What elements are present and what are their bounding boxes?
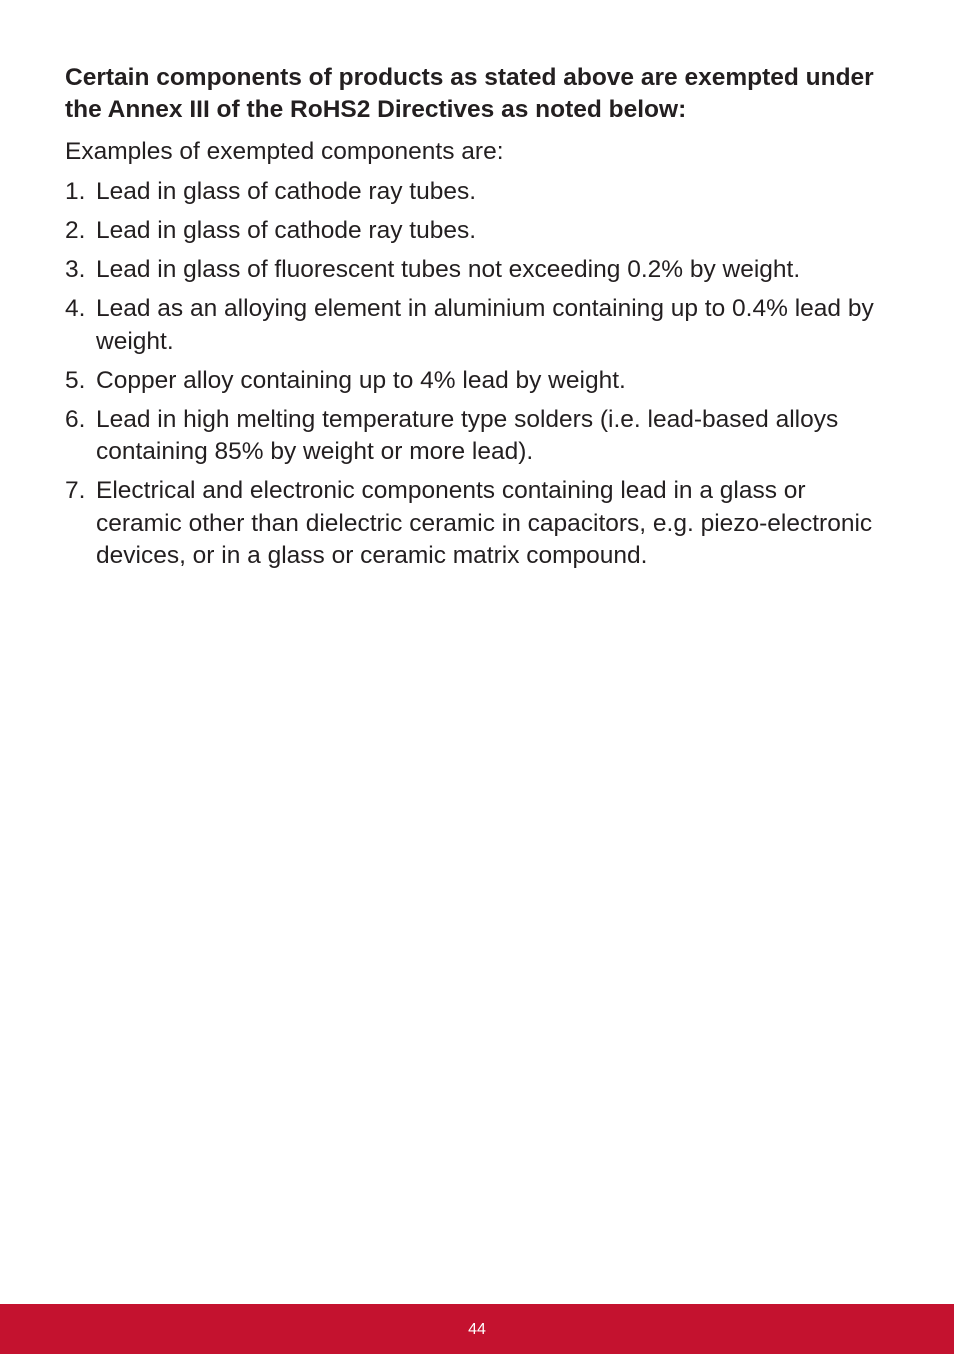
list-item-text: Electrical and electronic components containing lead in a glass or ceramic other than dielectric ceramic in capacitors, e.g. piezo-electronic devices, or in a glass or ceramic matrix compound. (96, 477, 873, 569)
footer-bar (0, 1304, 954, 1354)
list-item-text: Lead in glass of fluorescent tubes not exceeding 0.2% by weight. (96, 256, 801, 283)
list-item-number: 6. (65, 405, 86, 433)
list-item-number: 5. (65, 366, 86, 394)
list-item-number: 1. (65, 178, 86, 205)
list-item-text: Lead in glass of cathode ray tubes. (96, 178, 477, 205)
page-number: 44 (468, 1321, 486, 1338)
section-heading: Certain components of products as stated above are exempted under the Annex III of the RoHS2 Directives as noted below: (65, 64, 874, 123)
list-item-text: Lead in high melting temperature type solders (i.e. lead-based alloys containing 85% by weight or more lead). (96, 405, 839, 465)
list-item-number: 4. (65, 295, 86, 322)
intro-text: Examples of exempted components are: (65, 138, 504, 165)
list-item-text: Lead in glass of cathode ray tubes. (96, 217, 477, 244)
list-item-number: 7. (65, 477, 86, 504)
page-content (65, 62, 895, 579)
list-item (65, 176, 895, 209)
list-item-number: 3. (65, 256, 86, 283)
list-item-text: Lead as an alloying element in aluminium containing up to 0.4% lead by weight. (96, 295, 874, 355)
list-item (65, 254, 895, 287)
list-item (65, 404, 895, 469)
list-item (65, 293, 895, 358)
exempted-components-list (65, 176, 895, 573)
list-item (65, 215, 895, 248)
list-item (65, 475, 895, 573)
list-item-number: 2. (65, 217, 86, 244)
list-item-text: Copper alloy containing up to 4% lead by weight. (96, 366, 626, 394)
list-item (65, 365, 895, 398)
